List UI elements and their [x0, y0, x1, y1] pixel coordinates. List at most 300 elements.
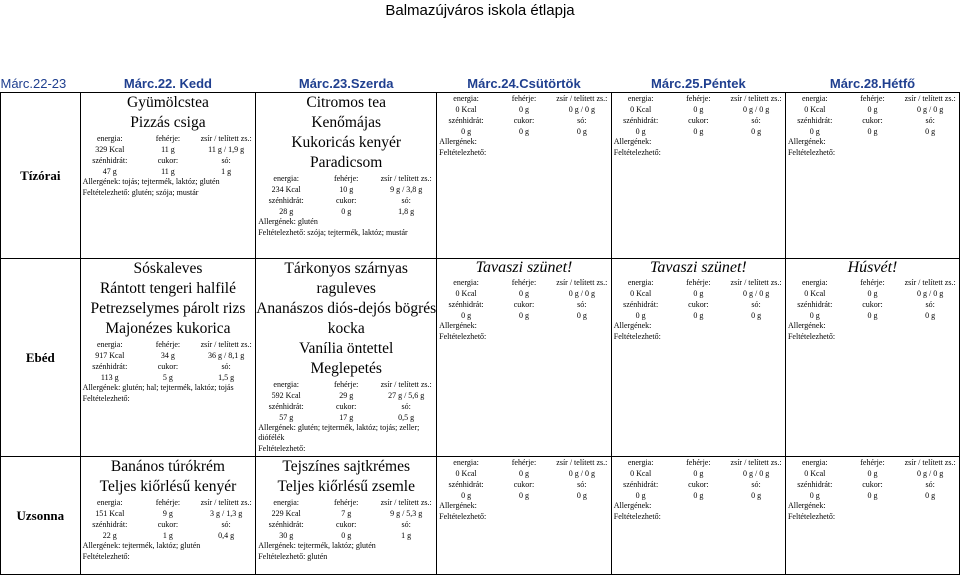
nutrient-header: cukor:	[862, 480, 883, 489]
nutrition-table	[612, 93, 785, 137]
nutrient-header: zsír / telített zs.:	[380, 174, 432, 183]
nutrient-header: só:	[925, 116, 935, 125]
ebed-cell	[785, 259, 959, 457]
nutrient-header: cukor:	[513, 300, 535, 309]
nutrient-value: 0 g	[925, 127, 936, 136]
nutrient-value: 0 g	[809, 491, 820, 500]
meal-label-uzsonna: Uzsonna	[1, 457, 81, 575]
nutrient-header: cukor:	[157, 520, 179, 529]
cell-content	[81, 93, 256, 198]
nutrient-value: 57 g	[279, 413, 294, 422]
nutrient-header: fehérje:	[511, 278, 537, 287]
nutrient-header: zsír / telített zs.:	[730, 94, 782, 103]
nutrition-table	[786, 93, 959, 137]
conditional-allergen-info: Feltételezhető: szója; tejtermék, laktóz; mustár	[258, 228, 408, 237]
nutrient-header: szénhidrát:	[92, 156, 128, 165]
nutrient-value: 0 g	[751, 491, 762, 500]
nutrient-value: 3 g / 1,3 g	[210, 509, 243, 518]
nutrient-value: 0 g / 0 g	[917, 289, 944, 298]
nutrient-value: 0 g / 0 g	[568, 469, 595, 478]
nutrient-header: szénhidrát:	[623, 300, 659, 309]
nutrient-value: 0 g / 0 g	[917, 105, 944, 114]
nutrient-value: 29 g	[339, 391, 354, 400]
allergen-info: Allergének:	[613, 321, 652, 330]
nutrient-header: só:	[925, 480, 935, 489]
nutrient-value: 0 g	[693, 105, 704, 114]
nutrient-value: 0 Kcal	[804, 105, 826, 114]
date-range: Márc.22-23	[0, 75, 67, 91]
nutrient-value: 17 g	[339, 413, 354, 422]
uzsonna-cell	[256, 457, 437, 575]
nutrient-header: energia:	[273, 498, 300, 507]
allergen-info: Allergének:	[439, 321, 477, 330]
nutrient-value: 1 g	[221, 167, 232, 176]
ebed-cell	[611, 259, 785, 457]
nutrient-value: 0 g / 0 g	[742, 469, 770, 478]
nutrient-value: 329 Kcal	[95, 145, 125, 154]
allergen-info: Allergének:	[787, 137, 826, 146]
holiday-note: Húsvét!	[847, 259, 898, 276]
nutrition-table	[437, 457, 611, 501]
allergen-info: Allergének:	[787, 321, 826, 330]
nutrient-header: fehérje:	[860, 94, 885, 103]
dish-name: raguleves	[316, 280, 376, 297]
conditional-allergen-info: Feltételezhető:	[439, 148, 487, 157]
dish-name: Kukoricás kenyér	[291, 134, 402, 151]
allergen-info: Allergének:	[613, 137, 652, 146]
nutrient-value: 0 g	[925, 311, 936, 320]
nutrient-value: 28 g	[279, 207, 294, 216]
nutrient-header: szénhidrát:	[268, 196, 304, 205]
nutrient-value: 0 g	[867, 127, 878, 136]
holiday-note: Tavaszi szünet!	[475, 259, 573, 276]
nutrient-header: fehérje:	[511, 94, 537, 103]
dish-list	[786, 259, 959, 277]
dish-name: Gyümölcstea	[127, 94, 209, 111]
dish-list	[437, 259, 611, 277]
uzsonna-row	[1, 457, 960, 575]
day-header: Márc.25.Péntek	[651, 75, 746, 91]
nutrient-header: cukor:	[335, 196, 357, 205]
nutrient-value: 0 g	[461, 491, 472, 500]
nutrient-header: energia:	[453, 94, 479, 103]
nutrient-value: 0 g	[751, 127, 762, 136]
nutrient-value: 917 Kcal	[95, 351, 125, 360]
tizorai-cell	[256, 93, 437, 259]
nutrient-header: energia:	[801, 94, 828, 103]
cell-content	[786, 259, 959, 342]
nutrient-header: energia:	[96, 498, 123, 507]
nutrient-header: szénhidrát:	[92, 520, 128, 529]
nutrient-value: 0 Kcal	[630, 289, 652, 298]
nutrient-value: 0 g	[635, 491, 646, 500]
dish-list	[256, 259, 436, 379]
nutrient-header: zsír / telített zs.:	[730, 278, 782, 287]
nutrient-value: 1,8 g	[398, 207, 415, 216]
nutrient-value: 0 g	[925, 491, 936, 500]
allergen-info: Allergének:	[439, 501, 477, 510]
nutrition-table	[612, 457, 785, 501]
nutrient-value: 0 g	[693, 469, 704, 478]
nutrient-value: 0 g	[867, 289, 878, 298]
nutrient-header: só:	[751, 480, 761, 489]
page-title: Balmazújváros iskola étlapja	[385, 2, 575, 19]
nutrient-header: cukor:	[513, 480, 535, 489]
nutrient-value: 0 g	[518, 127, 529, 136]
nutrient-value: 22 g	[102, 531, 117, 540]
menu-table	[0, 74, 960, 575]
nutrient-value: 0 g	[341, 207, 352, 216]
nutrient-header: fehérje:	[860, 458, 885, 467]
tizorai-cell	[785, 93, 959, 259]
nutrient-value: 0 g / 0 g	[742, 289, 770, 298]
nutrient-value: 0 g	[867, 491, 878, 500]
nutrient-header: só:	[401, 402, 411, 411]
nutrient-header: szénhidrát:	[797, 480, 833, 489]
nutrition-table	[81, 339, 256, 383]
nutrient-value: 0 g	[693, 491, 704, 500]
dish-name: Pizzás csiga	[130, 114, 206, 131]
nutrient-header: cukor:	[688, 116, 709, 125]
day-header-row	[1, 74, 960, 93]
nutrient-header: szénhidrát:	[623, 480, 659, 489]
conditional-allergen-info: Feltételezhető:	[613, 512, 661, 521]
nutrient-header: energia:	[453, 458, 479, 467]
allergen-info: Allergének: tejtermék, laktóz; glutén	[82, 541, 201, 550]
nutrient-header: energia:	[627, 458, 654, 467]
allergen-info: Allergének:	[787, 501, 826, 510]
nutrient-value: 0 g	[341, 531, 352, 540]
nutrient-header: cukor:	[862, 116, 883, 125]
nutrient-header: cukor:	[688, 480, 709, 489]
nutrient-header: zsír / telített zs.:	[200, 134, 252, 143]
tizorai-cell	[80, 93, 256, 259]
cell-content	[256, 457, 436, 562]
nutrient-value: 0 g	[693, 289, 704, 298]
conditional-allergen-info: Feltételezhető:	[82, 552, 130, 561]
dish-name: Rántott tengeri halfilé	[99, 280, 236, 297]
nutrient-header: energia:	[627, 278, 654, 287]
nutrient-header: energia:	[801, 278, 828, 287]
nutrient-value: 0 g	[867, 469, 878, 478]
nutrient-value: 0 g / 0 g	[568, 105, 595, 114]
nutrient-value: 0 Kcal	[630, 105, 652, 114]
nutrient-value: 0 g	[576, 491, 587, 500]
nutrient-value: 229 Kcal	[271, 509, 301, 518]
dish-name: Vanília öntettel	[299, 340, 394, 357]
tizorai-cell	[611, 93, 785, 259]
nutrient-value: 0 Kcal	[804, 469, 826, 478]
nutrition-table	[256, 173, 436, 217]
uzsonna-cell	[80, 457, 256, 575]
nutrient-value: 0 g	[693, 127, 704, 136]
tizorai-row	[1, 93, 960, 259]
nutrition-table	[786, 277, 959, 321]
nutrient-header: szénhidrát:	[797, 300, 833, 309]
nutrient-header: zsír / telített zs.:	[556, 458, 608, 467]
nutrition-table	[81, 133, 256, 177]
nutrient-header: fehérje:	[686, 278, 711, 287]
conditional-allergen-info: Feltételezhető:	[82, 394, 130, 403]
nutrient-value: 36 g / 8,1 g	[208, 351, 245, 360]
nutrient-header: cukor:	[335, 520, 357, 529]
ebed-row	[1, 259, 960, 457]
nutrient-header: szénhidrát:	[448, 116, 484, 125]
nutrient-value: 0 g	[518, 469, 529, 478]
nutrient-header: zsír / telített zs.:	[380, 498, 432, 507]
nutrient-header: fehérje:	[333, 498, 359, 507]
dish-name: kocka	[327, 320, 365, 337]
cell-content	[612, 457, 785, 522]
day-header: Márc.22. Kedd	[123, 75, 213, 91]
conditional-allergen-info: Feltételezhető: glutén	[258, 552, 328, 561]
nutrition-table	[437, 277, 611, 321]
dish-name: Citromos tea	[306, 94, 387, 111]
nutrient-value: 9 g / 3,8 g	[390, 185, 423, 194]
ebed-cell	[256, 259, 437, 457]
nutrient-value: 1,5 g	[218, 373, 235, 382]
nutrient-header: energia:	[96, 134, 123, 143]
nutrient-value: 30 g	[279, 531, 294, 540]
nutrient-value: 0,5 g	[398, 413, 415, 422]
dish-name: Tejszínes sajtkrémes	[282, 458, 410, 475]
nutrient-header: só:	[401, 196, 411, 205]
nutrient-value: 0 Kcal	[630, 469, 652, 478]
nutrient-header: szénhidrát:	[797, 116, 833, 125]
cell-content	[786, 457, 959, 522]
nutrient-header: zsír / telített zs.:	[556, 94, 608, 103]
conditional-allergen-info: Feltételezhető:	[439, 512, 487, 521]
nutrient-value: 0 g	[693, 311, 704, 320]
nutrient-value: 0 g	[518, 289, 529, 298]
allergen-info: Allergének: tejtermék, laktóz; glutén	[258, 541, 376, 550]
nutrition-table	[786, 457, 959, 501]
conditional-allergen-info: Feltételezhető: glutén; szója; mustár	[82, 188, 199, 197]
cell-content	[256, 259, 436, 454]
nutrient-header: fehérje:	[155, 498, 181, 507]
nutrient-header: fehérje:	[333, 174, 359, 183]
dish-name: Sóskaleves	[133, 260, 203, 277]
nutrient-value: 151 Kcal	[95, 509, 125, 518]
nutrient-value: 0 g	[867, 311, 878, 320]
nutrient-header: cukor:	[157, 156, 179, 165]
nutrient-header: szénhidrát:	[92, 362, 128, 371]
nutrient-header: energia:	[273, 174, 300, 183]
uzsonna-cell	[785, 457, 959, 575]
nutrient-header: energia:	[801, 458, 828, 467]
nutrition-table	[81, 497, 256, 541]
uzsonna-cell	[611, 457, 785, 575]
nutrient-value: 10 g	[339, 185, 354, 194]
nutrient-value: 0 g / 0 g	[917, 469, 944, 478]
conditional-allergen-info: Feltételezhető:	[787, 148, 836, 157]
nutrient-header: zsír / telített zs.:	[380, 380, 432, 389]
nutrient-value: 9 g	[162, 509, 173, 518]
nutrient-value: 0 Kcal	[455, 469, 477, 478]
meal-label-tizorai: Tízórai	[1, 93, 81, 259]
nutrient-header: zsír / telített zs.:	[556, 278, 608, 287]
dish-name: Teljes kiőrlésű kenyér	[99, 478, 237, 495]
nutrient-header: szénhidrát:	[448, 300, 484, 309]
conditional-allergen-info: Feltételezhető:	[787, 512, 836, 521]
nutrient-header: energia:	[453, 278, 479, 287]
nutrient-value: 0 g	[635, 311, 646, 320]
nutrient-value: 0 g	[461, 127, 472, 136]
nutrient-header: só:	[401, 520, 411, 529]
day-header: Márc.28.Hétfő	[829, 75, 916, 91]
nutrient-header: zsír / telített zs.:	[904, 458, 956, 467]
cell-content	[81, 457, 256, 562]
nutrient-value: 27 g / 5,6 g	[388, 391, 425, 400]
nutrient-header: só:	[221, 520, 231, 529]
conditional-allergen-info: Feltételezhető:	[439, 332, 487, 341]
dish-list	[256, 457, 436, 497]
cell-content	[786, 93, 959, 158]
nutrient-header: energia:	[273, 380, 300, 389]
nutrient-value: 0 g	[576, 311, 587, 320]
cell-content	[256, 93, 436, 238]
dish-name: Tárkonyos szárnyas	[284, 260, 408, 277]
day-header: Márc.23.Szerda	[298, 75, 394, 91]
nutrient-header: cukor:	[157, 362, 179, 371]
nutrient-header: fehérje:	[511, 458, 537, 467]
nutrient-header: fehérje:	[155, 134, 181, 143]
nutrient-value: 47 g	[102, 167, 117, 176]
allergen-info: Allergének:	[439, 137, 477, 146]
nutrient-value: 11 g / 1,9 g	[208, 145, 245, 154]
nutrient-header: fehérje:	[686, 458, 711, 467]
dish-list	[81, 259, 256, 339]
ebed-cell	[80, 259, 256, 457]
nutrient-header: cukor:	[513, 116, 535, 125]
nutrient-header: só:	[577, 116, 587, 125]
allergen-info: Allergének: glutén; hal; tejtermék, laktóz; tojás	[82, 383, 234, 392]
allergen-info: Allergének: tojás; tejtermék, laktóz; glutén	[82, 177, 220, 186]
nutrient-value: 113 g	[100, 373, 119, 382]
allergen-info: Allergének:	[613, 501, 652, 510]
nutrient-header: só:	[925, 300, 935, 309]
cell-content	[437, 259, 611, 342]
nutrient-value: 0 g	[576, 127, 587, 136]
nutrient-header: fehérje:	[686, 94, 711, 103]
allergen-info: Allergének: glutén; tejtermék, laktóz; tojás; zeller; diófélék	[258, 423, 420, 442]
dish-name: Majonézes kukorica	[105, 320, 231, 337]
ebed-cell	[437, 259, 612, 457]
cell-content	[612, 259, 785, 342]
nutrient-header: szénhidrát:	[268, 520, 304, 529]
nutrient-value: 0 Kcal	[804, 289, 826, 298]
nutrient-value: 1 g	[401, 531, 412, 540]
dish-list	[612, 259, 785, 277]
nutrition-table	[612, 277, 785, 321]
dish-name: Banános túrókrém	[110, 458, 225, 475]
dish-list	[256, 93, 436, 173]
nutrient-header: szénhidrát:	[623, 116, 659, 125]
dish-name: Ananászos diós-dejós bögrés	[256, 300, 437, 317]
allergen-info: Allergének: glutén	[258, 217, 318, 226]
nutrient-header: só:	[577, 480, 587, 489]
nutrient-value: 0 g	[518, 105, 529, 114]
nutrient-header: zsír / telített zs.:	[904, 94, 956, 103]
nutrient-header: cukor:	[335, 402, 357, 411]
nutrient-value: 0 g / 0 g	[742, 105, 770, 114]
nutrient-value: 0 g / 0 g	[568, 289, 595, 298]
nutrient-header: zsír / telített zs.:	[200, 498, 252, 507]
conditional-allergen-info: Feltételezhető:	[613, 332, 661, 341]
nutrient-header: energia:	[96, 340, 123, 349]
nutrient-value: 0 g	[809, 127, 820, 136]
nutrient-header: zsír / telített zs.:	[904, 278, 956, 287]
conditional-allergen-info: Feltételezhető:	[613, 148, 661, 157]
dish-name: Petrezselymes párolt rizs	[90, 300, 246, 317]
nutrient-value: 5 g	[162, 373, 173, 382]
nutrient-value: 11 g	[161, 145, 175, 154]
nutrient-value: 9 g / 5,3 g	[390, 509, 423, 518]
nutrient-header: só:	[577, 300, 587, 309]
nutrient-header: cukor:	[688, 300, 709, 309]
nutrient-value: 0 g	[518, 311, 529, 320]
nutrient-header: cukor:	[862, 300, 883, 309]
nutrient-value: 0 g	[518, 491, 529, 500]
dish-name: Kenőmájas	[311, 114, 382, 131]
dish-name: Meglepetés	[310, 360, 382, 377]
holiday-note: Tavaszi szünet!	[649, 259, 747, 276]
nutrient-value: 0 g	[867, 105, 878, 114]
cell-content	[437, 93, 611, 158]
cell-content	[612, 93, 785, 158]
nutrient-value: 0 Kcal	[455, 289, 477, 298]
nutrition-table	[256, 379, 436, 423]
nutrient-header: só:	[221, 156, 231, 165]
conditional-allergen-info: Feltételezhető:	[787, 332, 836, 341]
nutrient-value: 592 Kcal	[271, 391, 301, 400]
nutrient-value: 0,4 g	[218, 531, 235, 540]
nutrient-value: 0 g	[635, 127, 646, 136]
nutrient-header: energia:	[627, 94, 654, 103]
conditional-allergen-info: Feltételezhető:	[258, 444, 306, 453]
dish-name: Paradicsom	[310, 154, 383, 171]
uzsonna-cell	[437, 457, 612, 575]
cell-content	[81, 259, 256, 404]
nutrient-value: 34 g	[160, 351, 175, 360]
nutrient-header: só:	[751, 300, 761, 309]
nutrient-header: zsír / telített zs.:	[730, 458, 782, 467]
cell-content	[437, 457, 611, 522]
dish-name: Teljes kiőrlésű zsemle	[277, 478, 415, 495]
nutrient-header: fehérje:	[860, 278, 885, 287]
nutrient-value: 234 Kcal	[271, 185, 301, 194]
nutrient-value: 7 g	[341, 509, 352, 518]
nutrient-value: 0 g	[461, 311, 472, 320]
day-header: Márc.24.Csütörtök	[467, 75, 581, 91]
nutrient-header: szénhidrát:	[448, 480, 484, 489]
nutrient-value: 0 Kcal	[455, 105, 477, 114]
nutrient-value: 1 g	[162, 531, 173, 540]
nutrient-header: só:	[221, 362, 231, 371]
dish-list	[81, 457, 256, 497]
nutrient-header: fehérje:	[155, 340, 181, 349]
nutrient-header: fehérje:	[333, 380, 359, 389]
dish-list	[81, 93, 256, 133]
tizorai-cell	[437, 93, 612, 259]
nutrient-value: 0 g	[751, 311, 762, 320]
nutrient-header: zsír / telített zs.:	[200, 340, 252, 349]
nutrient-header: szénhidrát:	[268, 402, 304, 411]
meal-label-ebed: Ebéd	[1, 259, 81, 457]
nutrient-value: 11 g	[161, 167, 175, 176]
nutrition-table	[256, 497, 436, 541]
nutrient-header: só:	[751, 116, 761, 125]
